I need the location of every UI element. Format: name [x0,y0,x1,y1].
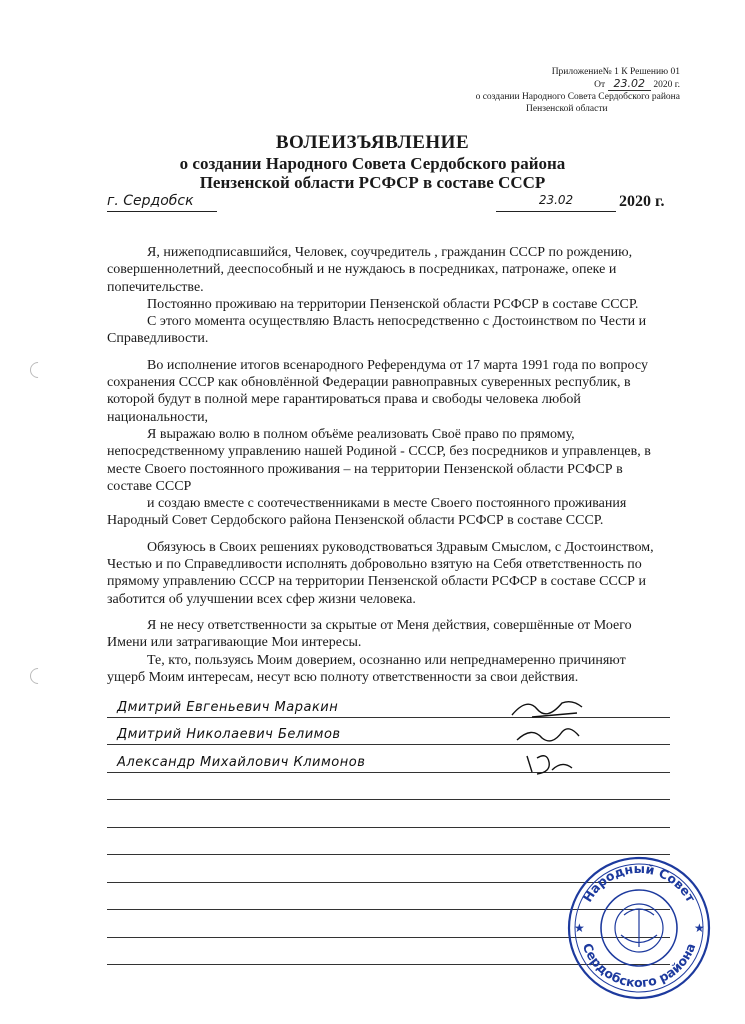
paragraph: и создаю вместе с соотечественниками в месте Своего постоянного проживания Народный Совет Сердобского района Пензенской области РСФСР в составе СССР. [107,496,627,529]
document-subtitle-1: о создании Народного Совета Сердобского района [179,154,566,173]
signature-name-handwritten: Дмитрий Евгеньевич Маракин [117,699,339,715]
annex-line-4: Пензенской области [526,104,608,114]
document-subtitle-2: Пензенской области РСФСР в составе СССР [199,173,546,192]
annex-date-handwritten: 23.02 [608,77,652,91]
document-title: ВОЛЕИЗЪЯВЛЕНИЕ [275,132,470,153]
signature-row [107,828,670,856]
signature-row [107,690,670,718]
signature-row [107,800,670,828]
document-body [107,244,667,686]
punch-hole-mark [27,359,50,382]
annex-from-label: От [594,80,606,90]
paragraph: С этого момента осуществляю Власть непосредственно с Достоинством по Чести и Справедливости. [107,314,647,347]
paragraph: Обязуюсь в Своих решениях руководствоваться Здравым Смыслом, с Достоинством, Честью и по Справедливости исполнять добровольно взятую на Себя ответственность по прямому управлению СССР на территории Пензенской области РСФСР в составе СССР и заботится об улучшении всех сфер жизни человека. [107,539,654,607]
paragraph: Постоянно проживаю на территории Пензенской области РСФСР в составе СССР. [147,296,639,312]
annex-year: 2020 г. [653,80,680,90]
annex-line-3: о создании Народного Совета Сердобского района [475,92,680,102]
paragraph: Я не несу ответственности за скрытые от Меня действия, совершённые от Моего Имени или затрагивающие Мои интересы. [107,617,632,651]
paragraph: Те, кто, пользуясь Моим доверием, осознанно или непреднамеренно причиняют ущерб Моим интересам, несут всю полноту ответственности за свои действия. [107,652,626,685]
paragraph: Я, нижеподписавшийся, Человек, соучредитель , гражданин СССР по рождению, совершеннолетний, дееспособный и не нуждаюсь в посредниках, патронаже, опеке и попечительстве. [107,245,633,295]
annex-line-1: Приложение№ 1 К Решению 01 [551,67,680,77]
paragraph: Во исполнение итогов всенародного Референдума от 17 марта 1991 года по вопросу сохранения СССР как обновлённой Федерации равноправных суверенных республик, в которой будут в полной мере гарантироваться права и свободы человека любой национальности, [107,357,648,425]
signature-name-handwritten: Дмитрий Николаевич Белимов [117,727,341,742]
annex-block [476,66,680,115]
annex-line-2 [476,78,680,91]
signature-row [107,718,670,746]
signature-row [107,773,670,801]
official-seal-stamp [566,855,712,1001]
seal-top-text: Народный Совет [579,860,699,905]
seal-emblem-detail-icon [621,909,657,947]
seal-star-icon: ★ [574,921,585,935]
date-year: 2020 г. [619,193,665,210]
signature-row [107,745,670,773]
punch-hole-mark [27,665,50,688]
seal-star-icon: ★ [694,921,705,935]
signature-name-handwritten: Александр Михайлович Климонов [117,754,366,770]
paragraph: Я выражаю волю в полном объёме реализовать Своё право по прямому, непосредственному управлению нашей Родиной - СССР, без посредников и управленцев, в месте Своего постоянного проживания – на территории Пензенской области РСФСР в составе СССР [107,426,651,494]
date-handwritten: 23.02 [496,193,616,212]
seal-bottom-text: Сердобского района [579,941,699,991]
place-handwritten: г. Сердобск [107,193,217,212]
